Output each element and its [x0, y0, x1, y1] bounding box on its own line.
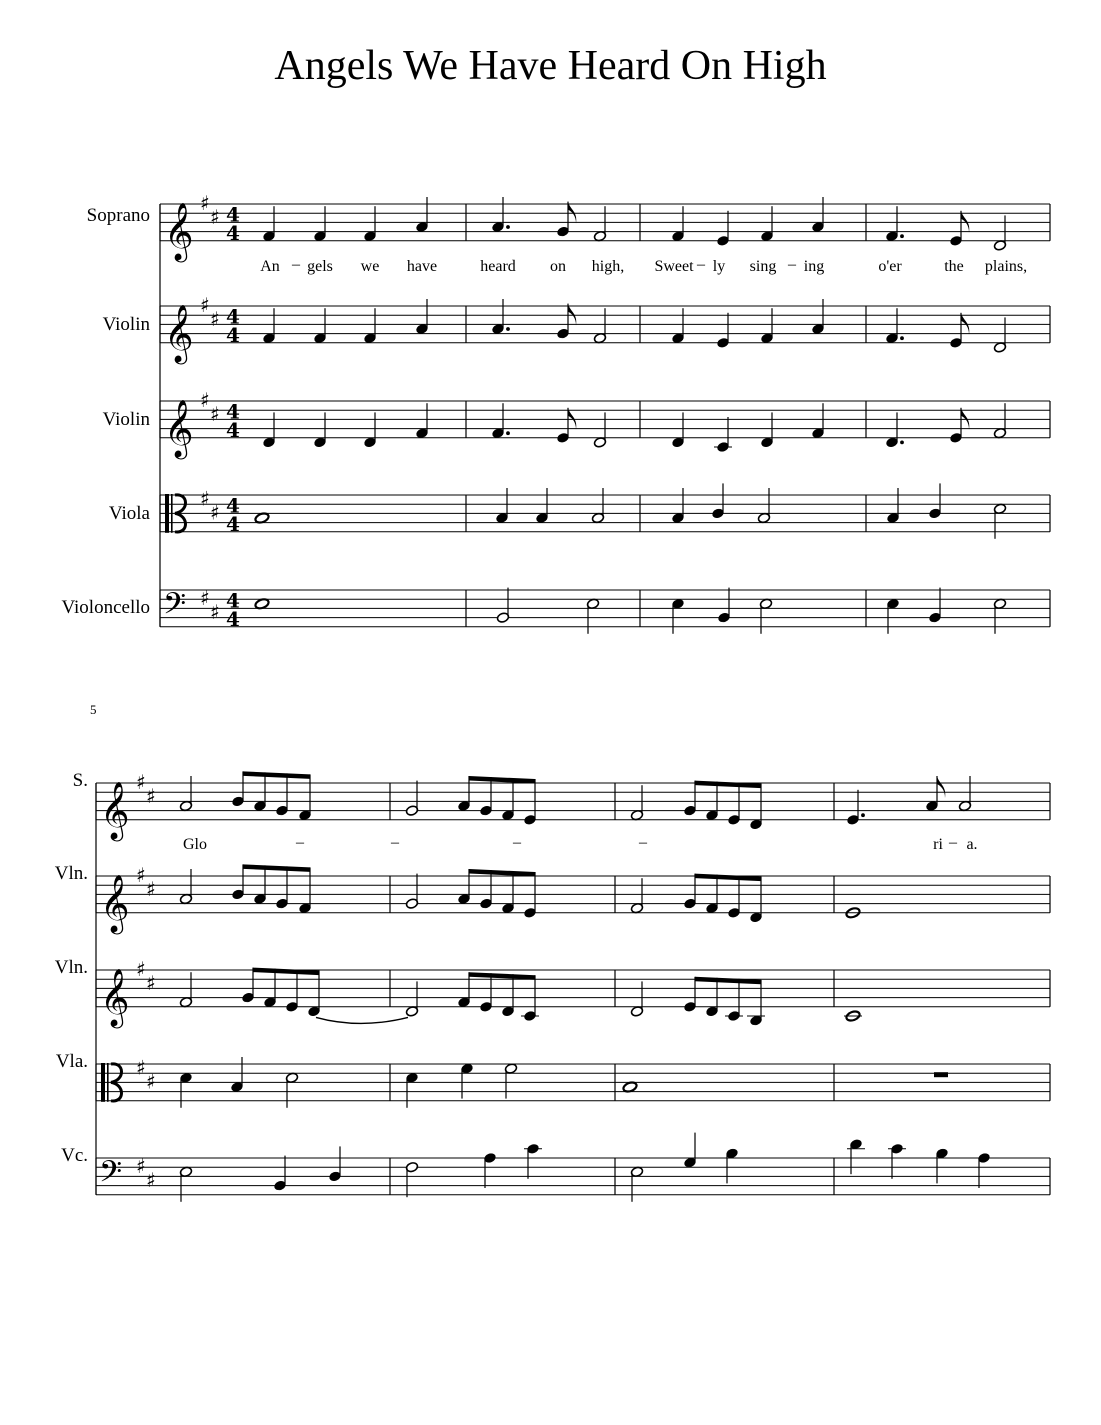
key-sharp: ♯ — [136, 957, 146, 981]
instrument-abbr-soprano: S. — [72, 770, 88, 791]
key-sharp: ♯ — [200, 586, 210, 611]
time-signature: 4 — [226, 202, 240, 227]
key-sharp: ♯ — [146, 1168, 156, 1192]
lyric-syllable: sing — [749, 258, 777, 275]
alto-clef — [165, 494, 169, 533]
alto-clef — [101, 1063, 105, 1102]
dot — [861, 813, 865, 817]
instrument-name-violin-1: Violin — [102, 314, 150, 335]
dot — [900, 234, 904, 238]
key-sharp: ♯ — [210, 306, 220, 331]
time-signature: 4 — [226, 220, 240, 245]
lyric-syllable: high, — [591, 258, 625, 275]
lyric-hyphen: – — [296, 834, 304, 851]
treble-clef: 𝄞 — [164, 398, 194, 457]
eighth-flag — [961, 408, 969, 430]
lyric-syllable: a. — [966, 836, 978, 853]
lyric-hyphen: – — [639, 834, 647, 851]
treble-clef: 𝄞 — [100, 780, 130, 839]
key-sharp: ♯ — [210, 500, 220, 525]
lyric-syllable: heard — [480, 258, 516, 275]
beam — [469, 776, 535, 784]
time-signature: 4 — [226, 588, 240, 613]
time-signature: 4 — [226, 399, 240, 424]
time-signature: 4 — [226, 606, 240, 631]
tie — [316, 1017, 408, 1023]
eighth-flag — [568, 202, 576, 224]
eighth-flag — [937, 776, 945, 798]
alto-clef — [171, 494, 173, 533]
lyric-hyphen: – — [788, 256, 796, 273]
lyric-syllable: gels — [307, 258, 333, 275]
key-sharp: ♯ — [146, 876, 156, 901]
score-title: Angels We Have Heard On High — [274, 43, 827, 89]
dot — [506, 327, 510, 331]
alto-clef — [107, 1063, 109, 1102]
key-sharp: ♯ — [136, 863, 146, 887]
time-signature: 4 — [226, 493, 240, 518]
eighth-flag — [961, 211, 969, 233]
instrument-name-viola: Viola — [108, 503, 150, 524]
key-sharp: ♯ — [136, 770, 146, 794]
beam — [469, 869, 535, 877]
lyric-syllable: plains, — [984, 258, 1028, 275]
instrument-name-soprano: Soprano — [86, 205, 150, 226]
lyric-syllable: have — [406, 258, 438, 275]
lyric-hyphen: – — [513, 834, 521, 851]
whole-rest — [934, 1072, 948, 1077]
lyric-syllable: Glo — [183, 836, 207, 853]
lyric-syllable: An — [260, 258, 280, 275]
key-sharp: ♯ — [210, 401, 220, 426]
treble-clef: 𝄞 — [164, 303, 194, 362]
dot — [900, 441, 904, 445]
instrument-name-violin-2: Violin — [102, 409, 150, 430]
lyric-syllable: ri — [933, 836, 943, 853]
lyric-syllable: ing — [803, 258, 825, 275]
key-sharp: ♯ — [210, 600, 220, 624]
key-sharp: ♯ — [146, 1069, 156, 1094]
instrument-abbr-viola: Vla. — [55, 1051, 88, 1072]
bass-clef: 𝄢 — [99, 1155, 123, 1197]
key-sharp: ♯ — [136, 1055, 146, 1080]
key-sharp: ♯ — [210, 204, 220, 229]
treble-clef: 𝄞 — [164, 201, 194, 260]
measure-number: 5 — [90, 702, 97, 717]
beam — [253, 968, 319, 976]
beam — [243, 771, 310, 779]
time-signature: 4 — [226, 322, 240, 347]
time-signature: 4 — [226, 417, 240, 442]
key-sharp: ♯ — [200, 486, 210, 511]
dot — [506, 431, 510, 435]
lyric-syllable: ly — [712, 258, 726, 275]
eighth-flag — [961, 313, 969, 335]
lyric-syllable: o'er — [878, 258, 902, 275]
lyric-hyphen: – — [391, 834, 399, 851]
beam — [695, 977, 761, 985]
bass-clef: 𝄢 — [163, 587, 187, 629]
lyric-hyphen: – — [697, 256, 705, 273]
key-sharp: ♯ — [200, 293, 210, 317]
eighth-flag — [568, 408, 576, 430]
instrument-abbr-violin-2: Vln. — [54, 957, 88, 978]
eighth-flag — [568, 304, 576, 326]
beam — [243, 864, 310, 872]
treble-clef: 𝄞 — [100, 873, 130, 932]
key-sharp: ♯ — [136, 1154, 146, 1179]
dot — [506, 225, 510, 229]
lyric-syllable: on — [550, 258, 566, 275]
key-sharp: ♯ — [200, 191, 210, 215]
lyric-hyphen: – — [292, 256, 300, 273]
lyric-syllable: Sweet — [654, 258, 694, 275]
beam — [695, 781, 761, 789]
lyric-syllable: the — [944, 258, 964, 275]
beam — [469, 972, 535, 980]
instrument-name-violoncello: Violoncello — [61, 597, 150, 618]
instrument-abbr-violin-1: Vln. — [54, 863, 88, 884]
time-signature: 4 — [226, 304, 240, 329]
key-sharp: ♯ — [200, 388, 210, 412]
key-sharp: ♯ — [146, 970, 156, 995]
lyric-syllable: we — [360, 258, 380, 275]
key-sharp: ♯ — [146, 783, 156, 808]
dot — [900, 336, 904, 340]
instrument-abbr-violoncello: Vc. — [61, 1145, 88, 1166]
beam — [695, 874, 761, 882]
time-signature: 4 — [226, 511, 240, 536]
treble-clef: 𝄞 — [100, 967, 130, 1026]
lyric-hyphen: – — [949, 834, 957, 851]
